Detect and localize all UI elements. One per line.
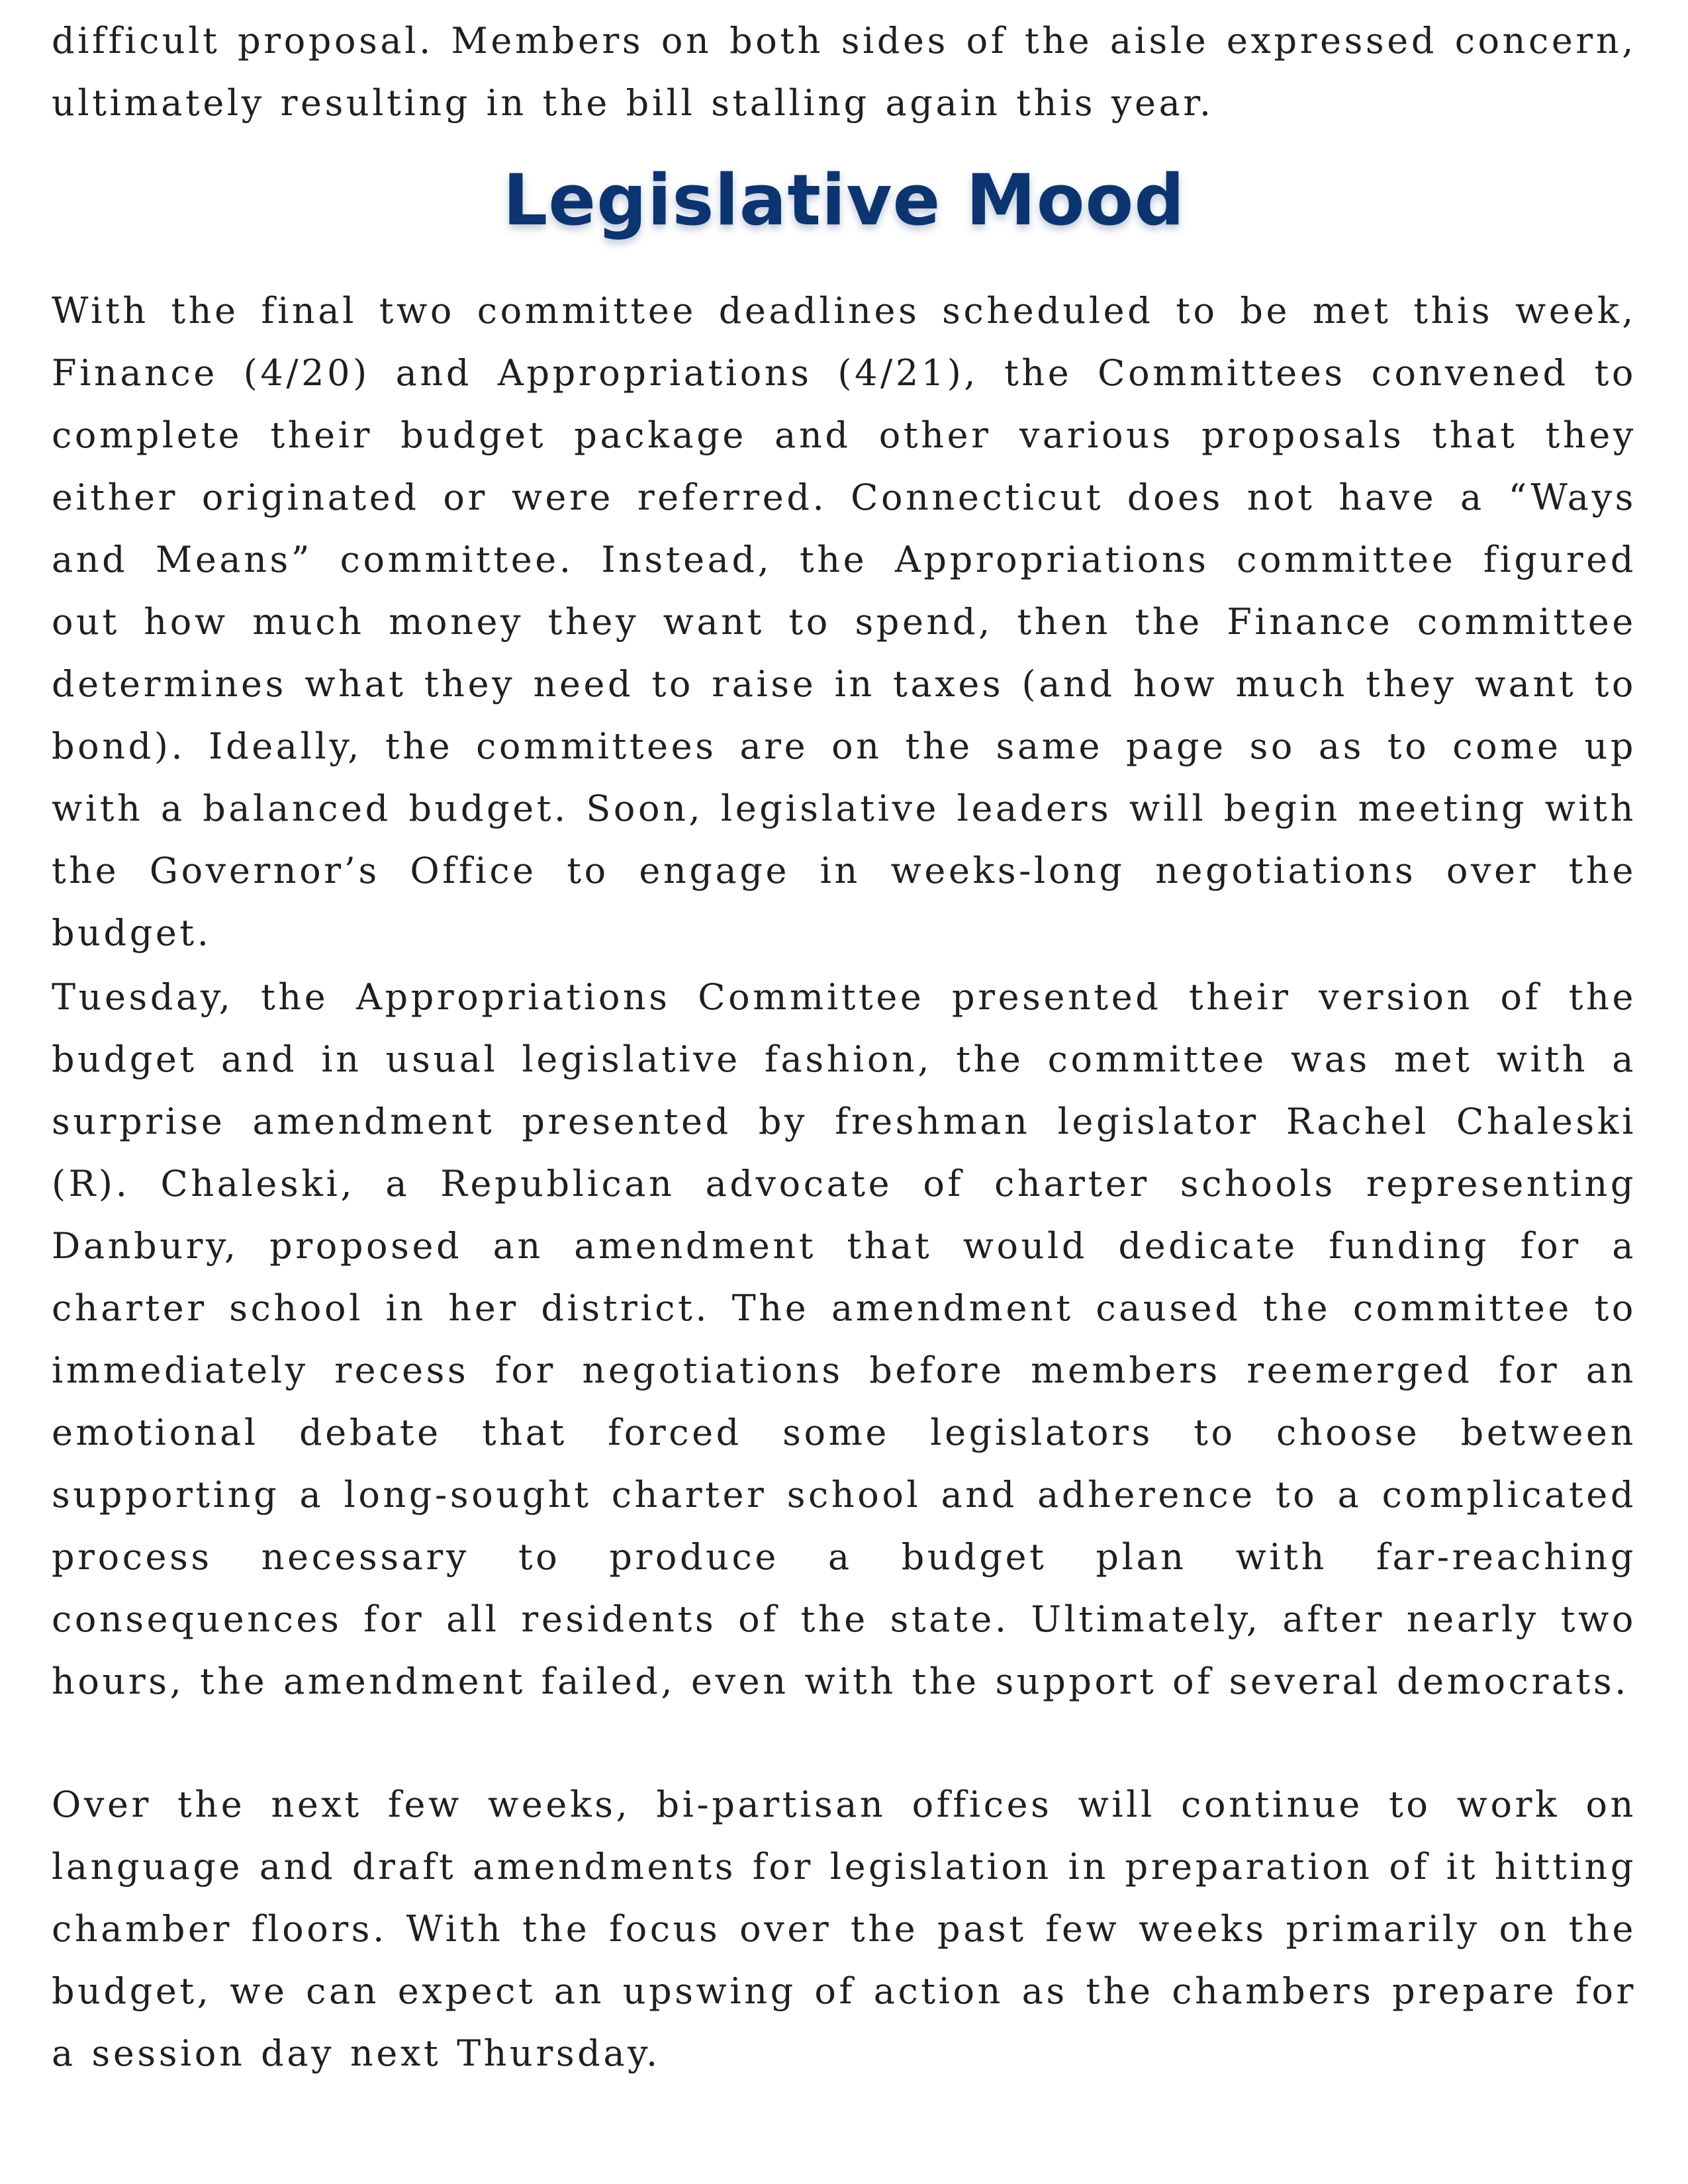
body-paragraph-1: With the final two committee deadlines scheduled to be met this week, Finance (4/20) and Appropriations (4/21), the Committees convened to complete their budget package and other various proposals that they either originated or were referred. Connecticut does not have a “Ways and Means” committee. Instead, the Appropriations committee figured out how much money they want to spend, then the Finance committee determines what they need to raise in taxes (and how much they want to bond). Ideally, the committees are on the same page so as to come up with a balanced budget. Soon, legislative leaders will begin meeting with the Governor’s Office to engage in weeks-long negotiations over the budget. [52,290,1636,954]
body-paragraph-2: Tuesday, the Appropriations Committee presented their version of the budget and in usual legislative fashion, the committee was met with a surprise amendment presented by freshman legislator Rachel Chaleski (R). Chaleski, a Republican advocate of charter schools representing Danbury, proposed an amendment that would dedicate funding for a charter school in her district. The amendment caused the committee to immediately recess for negotiations before members reemerged for an emotional debate that forced some legislators to choose between supporting a long-sought charter school and adherence to a complicated process necessary to produce a budget plan with far-reaching consequences for all residents of the state. Ultimately, after nearly two hours, the amendment failed, even with the support of several democrats. [52,976,1636,1702]
section-title: Legislative Mood [502,159,1186,241]
body-paragraph-3: Over the next few weeks, bi-partisan offices will continue to work on language and draft amendments for legislation in preparation of it hitting chamber floors. With the focus over the past few weeks primarily on the budget, we can expect an upswing of action as the chambers prepare for a session day next Thursday. [52,1784,1636,2074]
intro-paragraph: difficult proposal. Members on both sides of the aisle expressed concern, ultimately resulting in the bill stalling again this year. [52,20,1636,124]
